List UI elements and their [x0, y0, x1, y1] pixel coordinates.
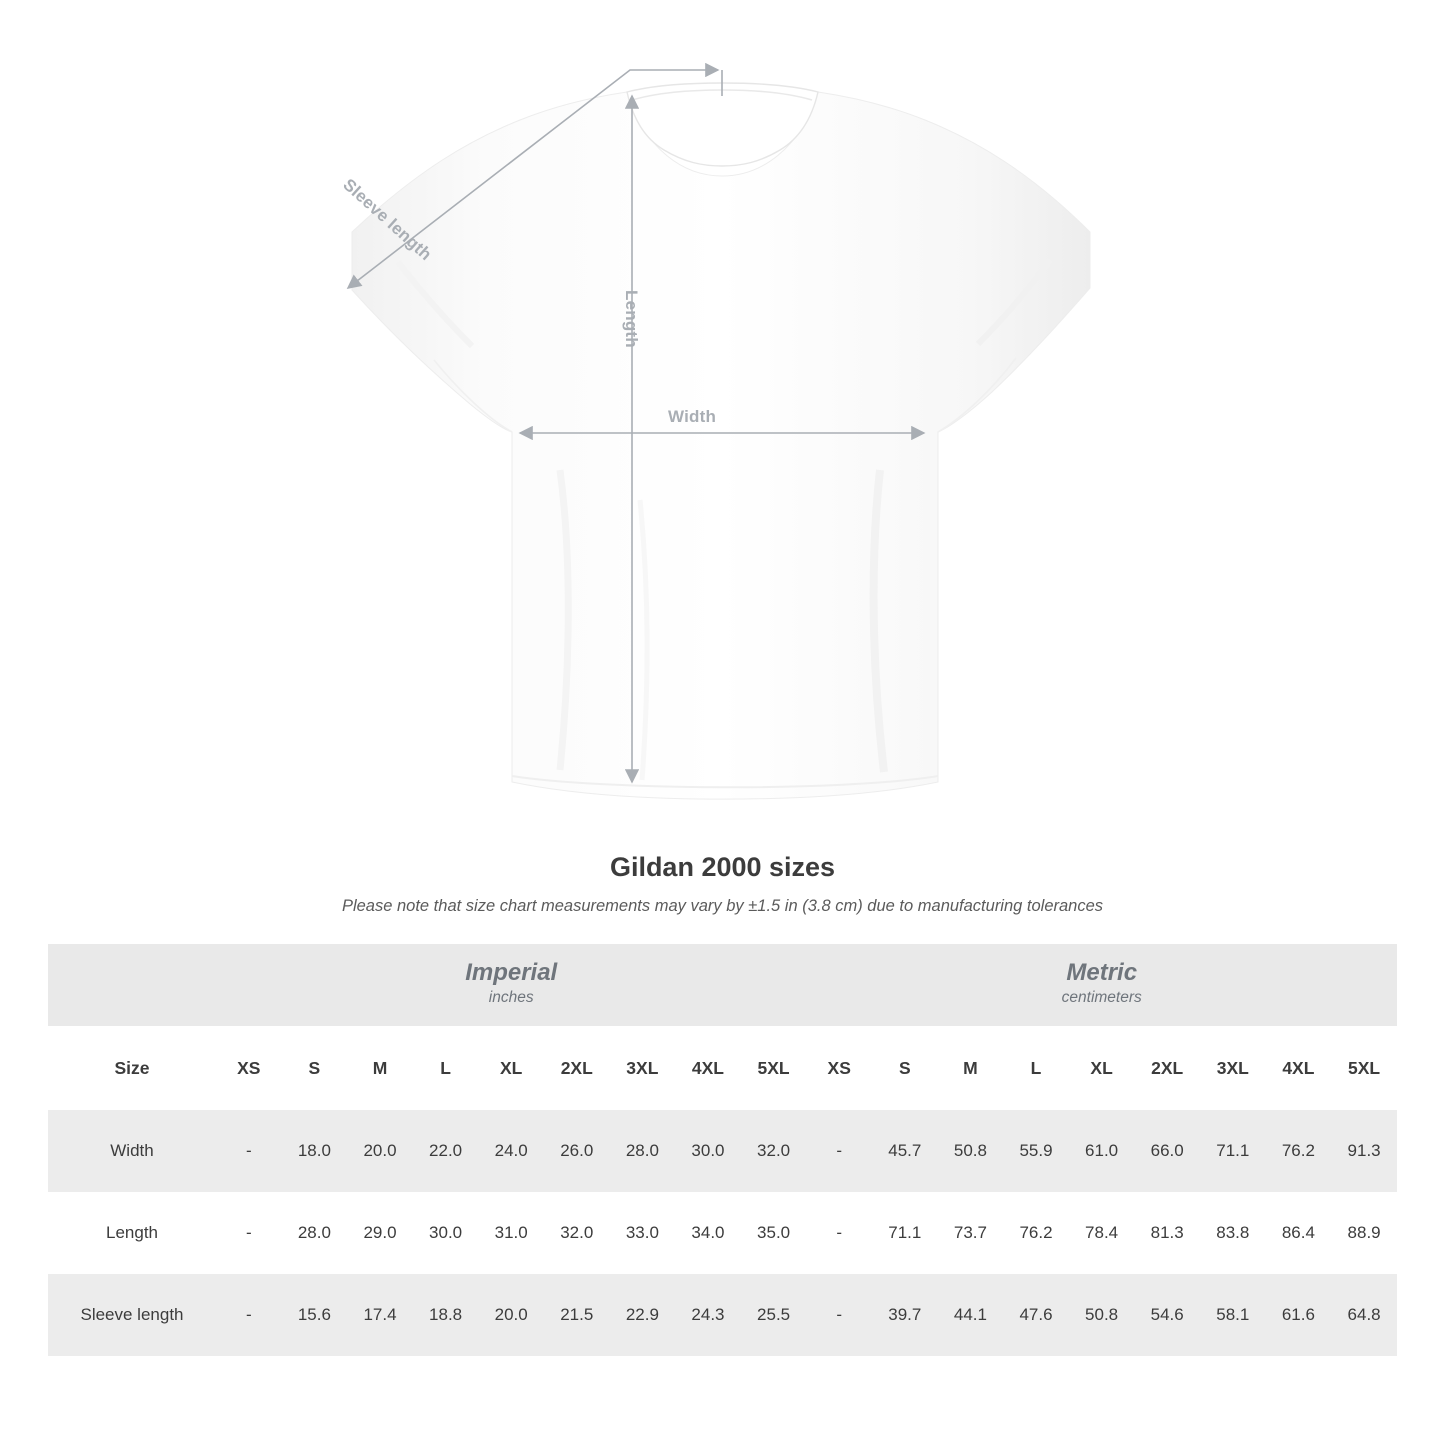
header-size-imp-0: XS	[216, 1026, 282, 1110]
cell-sleeve-imp-2: 17.4	[347, 1274, 413, 1356]
cell-length-met-2: 73.7	[938, 1192, 1004, 1274]
header-size-met-5: 2XL	[1134, 1026, 1200, 1110]
unit-metric-sub: centimeters	[1061, 989, 1142, 1007]
cell-sleeve-imp-5: 21.5	[544, 1274, 610, 1356]
header-size: Size	[48, 1026, 216, 1110]
cell-length-met-3: 76.2	[1003, 1192, 1069, 1274]
width-label: Width	[668, 407, 717, 426]
cell-length-met-7: 86.4	[1266, 1192, 1332, 1274]
unit-imperial-name: Imperial	[465, 958, 558, 986]
header-size-met-0: XS	[806, 1026, 872, 1110]
page-title: Gildan 2000 sizes	[609, 852, 836, 882]
cell-length-met-8: 88.9	[1331, 1192, 1397, 1274]
cell-width-imp-1: 18.0	[282, 1110, 348, 1192]
cell-length-imp-0: -	[216, 1192, 282, 1274]
cell-length-met-0: -	[806, 1192, 872, 1274]
cell-width-imp-8: 32.0	[741, 1110, 807, 1192]
header-size-imp-1: S	[282, 1026, 348, 1110]
cell-length-met-5: 81.3	[1134, 1192, 1200, 1274]
table-row	[48, 1110, 1397, 1192]
unit-metric-name: Metric	[1066, 958, 1138, 986]
header-size-met-4: XL	[1069, 1026, 1135, 1110]
cell-length-imp-4: 31.0	[478, 1192, 544, 1274]
cell-sleeve-met-8: 64.8	[1331, 1274, 1397, 1356]
cell-sleeve-imp-0: -	[216, 1274, 282, 1356]
cell-width-imp-3: 22.0	[413, 1110, 479, 1192]
cell-sleeve-met-2: 44.1	[938, 1274, 1004, 1356]
size-table-wrapper	[48, 944, 1397, 1356]
cell-length-imp-7: 34.0	[675, 1192, 741, 1274]
row-label-sleeve-length: Sleeve length	[48, 1274, 216, 1356]
unit-header-spacer	[48, 944, 216, 1026]
header-size-met-8: 5XL	[1331, 1026, 1397, 1110]
cell-width-imp-4: 24.0	[478, 1110, 544, 1192]
header-size-imp-8: 5XL	[741, 1026, 807, 1110]
unit-imperial	[216, 944, 806, 1026]
header-size-met-7: 4XL	[1266, 1026, 1332, 1110]
cell-width-met-5: 66.0	[1134, 1110, 1200, 1192]
header-size-imp-7: 4XL	[675, 1026, 741, 1110]
cell-length-imp-3: 30.0	[413, 1192, 479, 1274]
table-header-row	[48, 1026, 1397, 1110]
row-label-length: Length	[48, 1192, 216, 1274]
sleeve-length-label: Sleeve length	[339, 175, 436, 265]
cell-sleeve-imp-7: 24.3	[675, 1274, 741, 1356]
cell-sleeve-met-7: 61.6	[1266, 1274, 1332, 1356]
header-size-imp-4: XL	[478, 1026, 544, 1110]
header-size-met-1: S	[872, 1026, 938, 1110]
length-label: Length	[622, 290, 641, 348]
cell-length-imp-6: 33.0	[610, 1192, 676, 1274]
unit-imperial-sub: inches	[488, 989, 534, 1007]
cell-sleeve-met-6: 58.1	[1200, 1274, 1266, 1356]
table-row	[48, 1274, 1397, 1356]
cell-sleeve-imp-8: 25.5	[741, 1274, 807, 1356]
header-size-met-6: 3XL	[1200, 1026, 1266, 1110]
cell-width-met-1: 45.7	[872, 1110, 938, 1192]
header-size-imp-6: 3XL	[610, 1026, 676, 1110]
cell-sleeve-met-1: 39.7	[872, 1274, 938, 1356]
cell-width-met-4: 61.0	[1069, 1110, 1135, 1192]
cell-sleeve-imp-4: 20.0	[478, 1274, 544, 1356]
header-size-met-3: L	[1003, 1026, 1069, 1110]
cell-sleeve-imp-1: 15.6	[282, 1274, 348, 1356]
row-label-width: Width	[48, 1110, 216, 1192]
unit-metric	[806, 944, 1397, 1026]
cell-width-met-3: 55.9	[1003, 1110, 1069, 1192]
cell-sleeve-met-5: 54.6	[1134, 1274, 1200, 1356]
title-block	[0, 852, 1445, 916]
tolerance-note: Please note that size chart measurements may vary by ±1.5 in (3.8 cm) due to manufacturing tolerances	[341, 897, 1104, 915]
header-size-imp-5: 2XL	[544, 1026, 610, 1110]
cell-sleeve-met-3: 47.6	[1003, 1274, 1069, 1356]
cell-length-imp-1: 28.0	[282, 1192, 348, 1274]
cell-width-met-0: -	[806, 1110, 872, 1192]
header-size-imp-3: L	[413, 1026, 479, 1110]
cell-length-met-6: 83.8	[1200, 1192, 1266, 1274]
cell-sleeve-imp-6: 22.9	[610, 1274, 676, 1356]
cell-length-imp-2: 29.0	[347, 1192, 413, 1274]
cell-sleeve-met-0: -	[806, 1274, 872, 1356]
unit-header-row	[48, 944, 1397, 1026]
size-table	[48, 944, 1397, 1356]
cell-length-imp-5: 32.0	[544, 1192, 610, 1274]
header-size-imp-2: M	[347, 1026, 413, 1110]
cell-width-met-7: 76.2	[1266, 1110, 1332, 1192]
header-size-met-2: M	[938, 1026, 1004, 1110]
cell-width-imp-5: 26.0	[544, 1110, 610, 1192]
cell-sleeve-met-4: 50.8	[1069, 1274, 1135, 1356]
cell-width-imp-7: 30.0	[675, 1110, 741, 1192]
cell-width-imp-6: 28.0	[610, 1110, 676, 1192]
cell-width-met-8: 91.3	[1331, 1110, 1397, 1192]
cell-sleeve-imp-3: 18.8	[413, 1274, 479, 1356]
cell-width-met-2: 50.8	[938, 1110, 1004, 1192]
cell-width-imp-0: -	[216, 1110, 282, 1192]
cell-length-met-4: 78.4	[1069, 1192, 1135, 1274]
cell-length-imp-8: 35.0	[741, 1192, 807, 1274]
table-row	[48, 1192, 1397, 1274]
cell-width-imp-2: 20.0	[347, 1110, 413, 1192]
cell-length-met-1: 71.1	[872, 1192, 938, 1274]
cell-width-met-6: 71.1	[1200, 1110, 1266, 1192]
